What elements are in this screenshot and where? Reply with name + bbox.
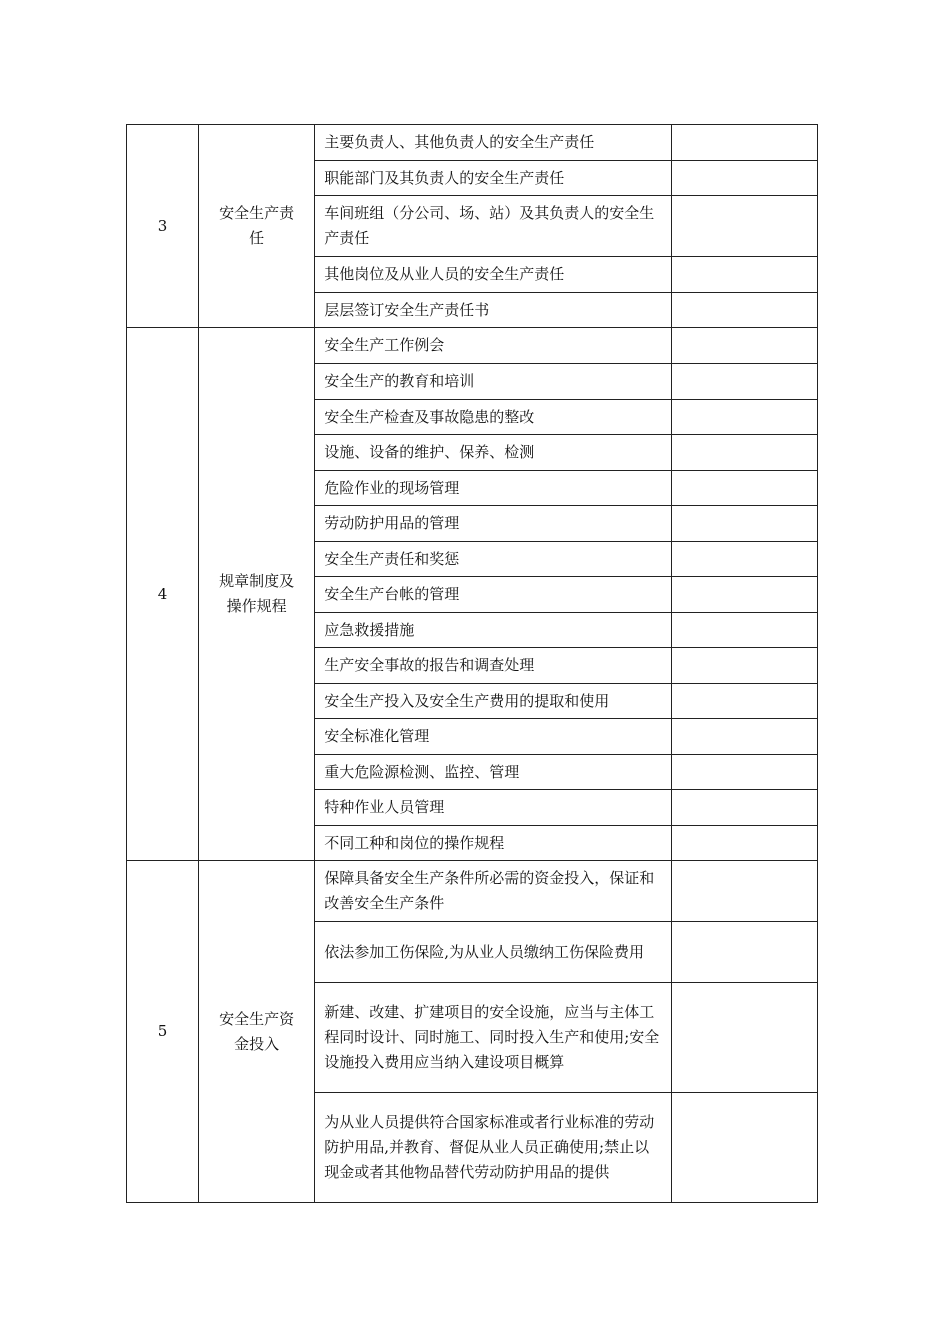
check-item: 特种作业人员管理 <box>315 790 672 826</box>
result-cell <box>671 257 817 293</box>
check-item: 安全生产投入及安全生产费用的提取和使用 <box>315 684 672 719</box>
result-cell <box>671 719 817 755</box>
result-cell <box>671 613 817 648</box>
result-cell <box>671 577 817 613</box>
check-item: 保障具备安全生产条件所必需的资金投入，保证和改善安全生产条件 <box>315 861 672 922</box>
check-item: 安全生产责任和奖惩 <box>315 542 672 577</box>
result-cell <box>671 542 817 577</box>
check-item: 其他岗位及从业人员的安全生产责任 <box>315 257 672 293</box>
result-cell <box>671 983 817 1093</box>
result-cell <box>671 755 817 790</box>
section-category: 规章制度及操作规程 <box>199 328 315 861</box>
result-cell <box>671 826 817 861</box>
result-cell <box>671 125 817 161</box>
section-number: 4 <box>127 328 199 861</box>
check-item: 为从业人员提供符合国家标准或者行业标准的劳动防护用品,并教育、督促从业人员正确使用;禁止以现金或者其他物品替代劳动防护用品的提供 <box>315 1093 672 1203</box>
result-cell <box>671 506 817 542</box>
check-item: 新建、改建、扩建项目的安全设施，应当与主体工程同时设计、同时施工、同时投入生产和使用;安全设施投入费用应当纳入建设项目概算 <box>315 983 672 1093</box>
check-item: 重大危险源检测、监控、管理 <box>315 755 672 790</box>
result-cell <box>671 684 817 719</box>
result-cell <box>671 196 817 257</box>
check-item: 职能部门及其负责人的安全生产责任 <box>315 161 672 196</box>
inspection-table <box>126 124 818 1203</box>
check-item: 不同工种和岗位的操作规程 <box>315 826 672 861</box>
check-item: 安全生产的教育和培训 <box>315 364 672 400</box>
table-row <box>127 861 818 922</box>
section-number: 5 <box>127 861 199 1203</box>
result-cell <box>671 861 817 922</box>
check-item: 应急救援措施 <box>315 613 672 648</box>
result-cell <box>671 364 817 400</box>
check-item: 危险作业的现场管理 <box>315 471 672 506</box>
result-cell <box>671 161 817 196</box>
check-item: 车间班组（分公司、场、站）及其负责人的安全生产责任 <box>315 196 672 257</box>
check-item: 安全标准化管理 <box>315 719 672 755</box>
result-cell <box>671 293 817 328</box>
section-number: 3 <box>127 125 199 328</box>
check-item: 生产安全事故的报告和调查处理 <box>315 648 672 684</box>
result-cell <box>671 790 817 826</box>
table-row <box>127 328 818 364</box>
result-cell <box>671 328 817 364</box>
table-row <box>127 125 818 161</box>
result-cell <box>671 471 817 506</box>
result-cell <box>671 648 817 684</box>
check-item: 安全生产工作例会 <box>315 328 672 364</box>
check-item: 主要负责人、其他负责人的安全生产责任 <box>315 125 672 161</box>
section-category: 安全生产资金投入 <box>199 861 315 1203</box>
check-item: 安全生产台帐的管理 <box>315 577 672 613</box>
section-category: 安全生产责任 <box>199 125 315 328</box>
result-cell <box>671 400 817 435</box>
check-item: 劳动防护用品的管理 <box>315 506 672 542</box>
result-cell <box>671 922 817 983</box>
check-item: 层层签订安全生产责任书 <box>315 293 672 328</box>
result-cell <box>671 1093 817 1203</box>
check-item: 设施、设备的维护、保养、检测 <box>315 435 672 471</box>
result-cell <box>671 435 817 471</box>
check-item: 安全生产检查及事故隐患的整改 <box>315 400 672 435</box>
check-item: 依法参加工伤保险,为从业人员缴纳工伤保险费用 <box>315 922 672 983</box>
